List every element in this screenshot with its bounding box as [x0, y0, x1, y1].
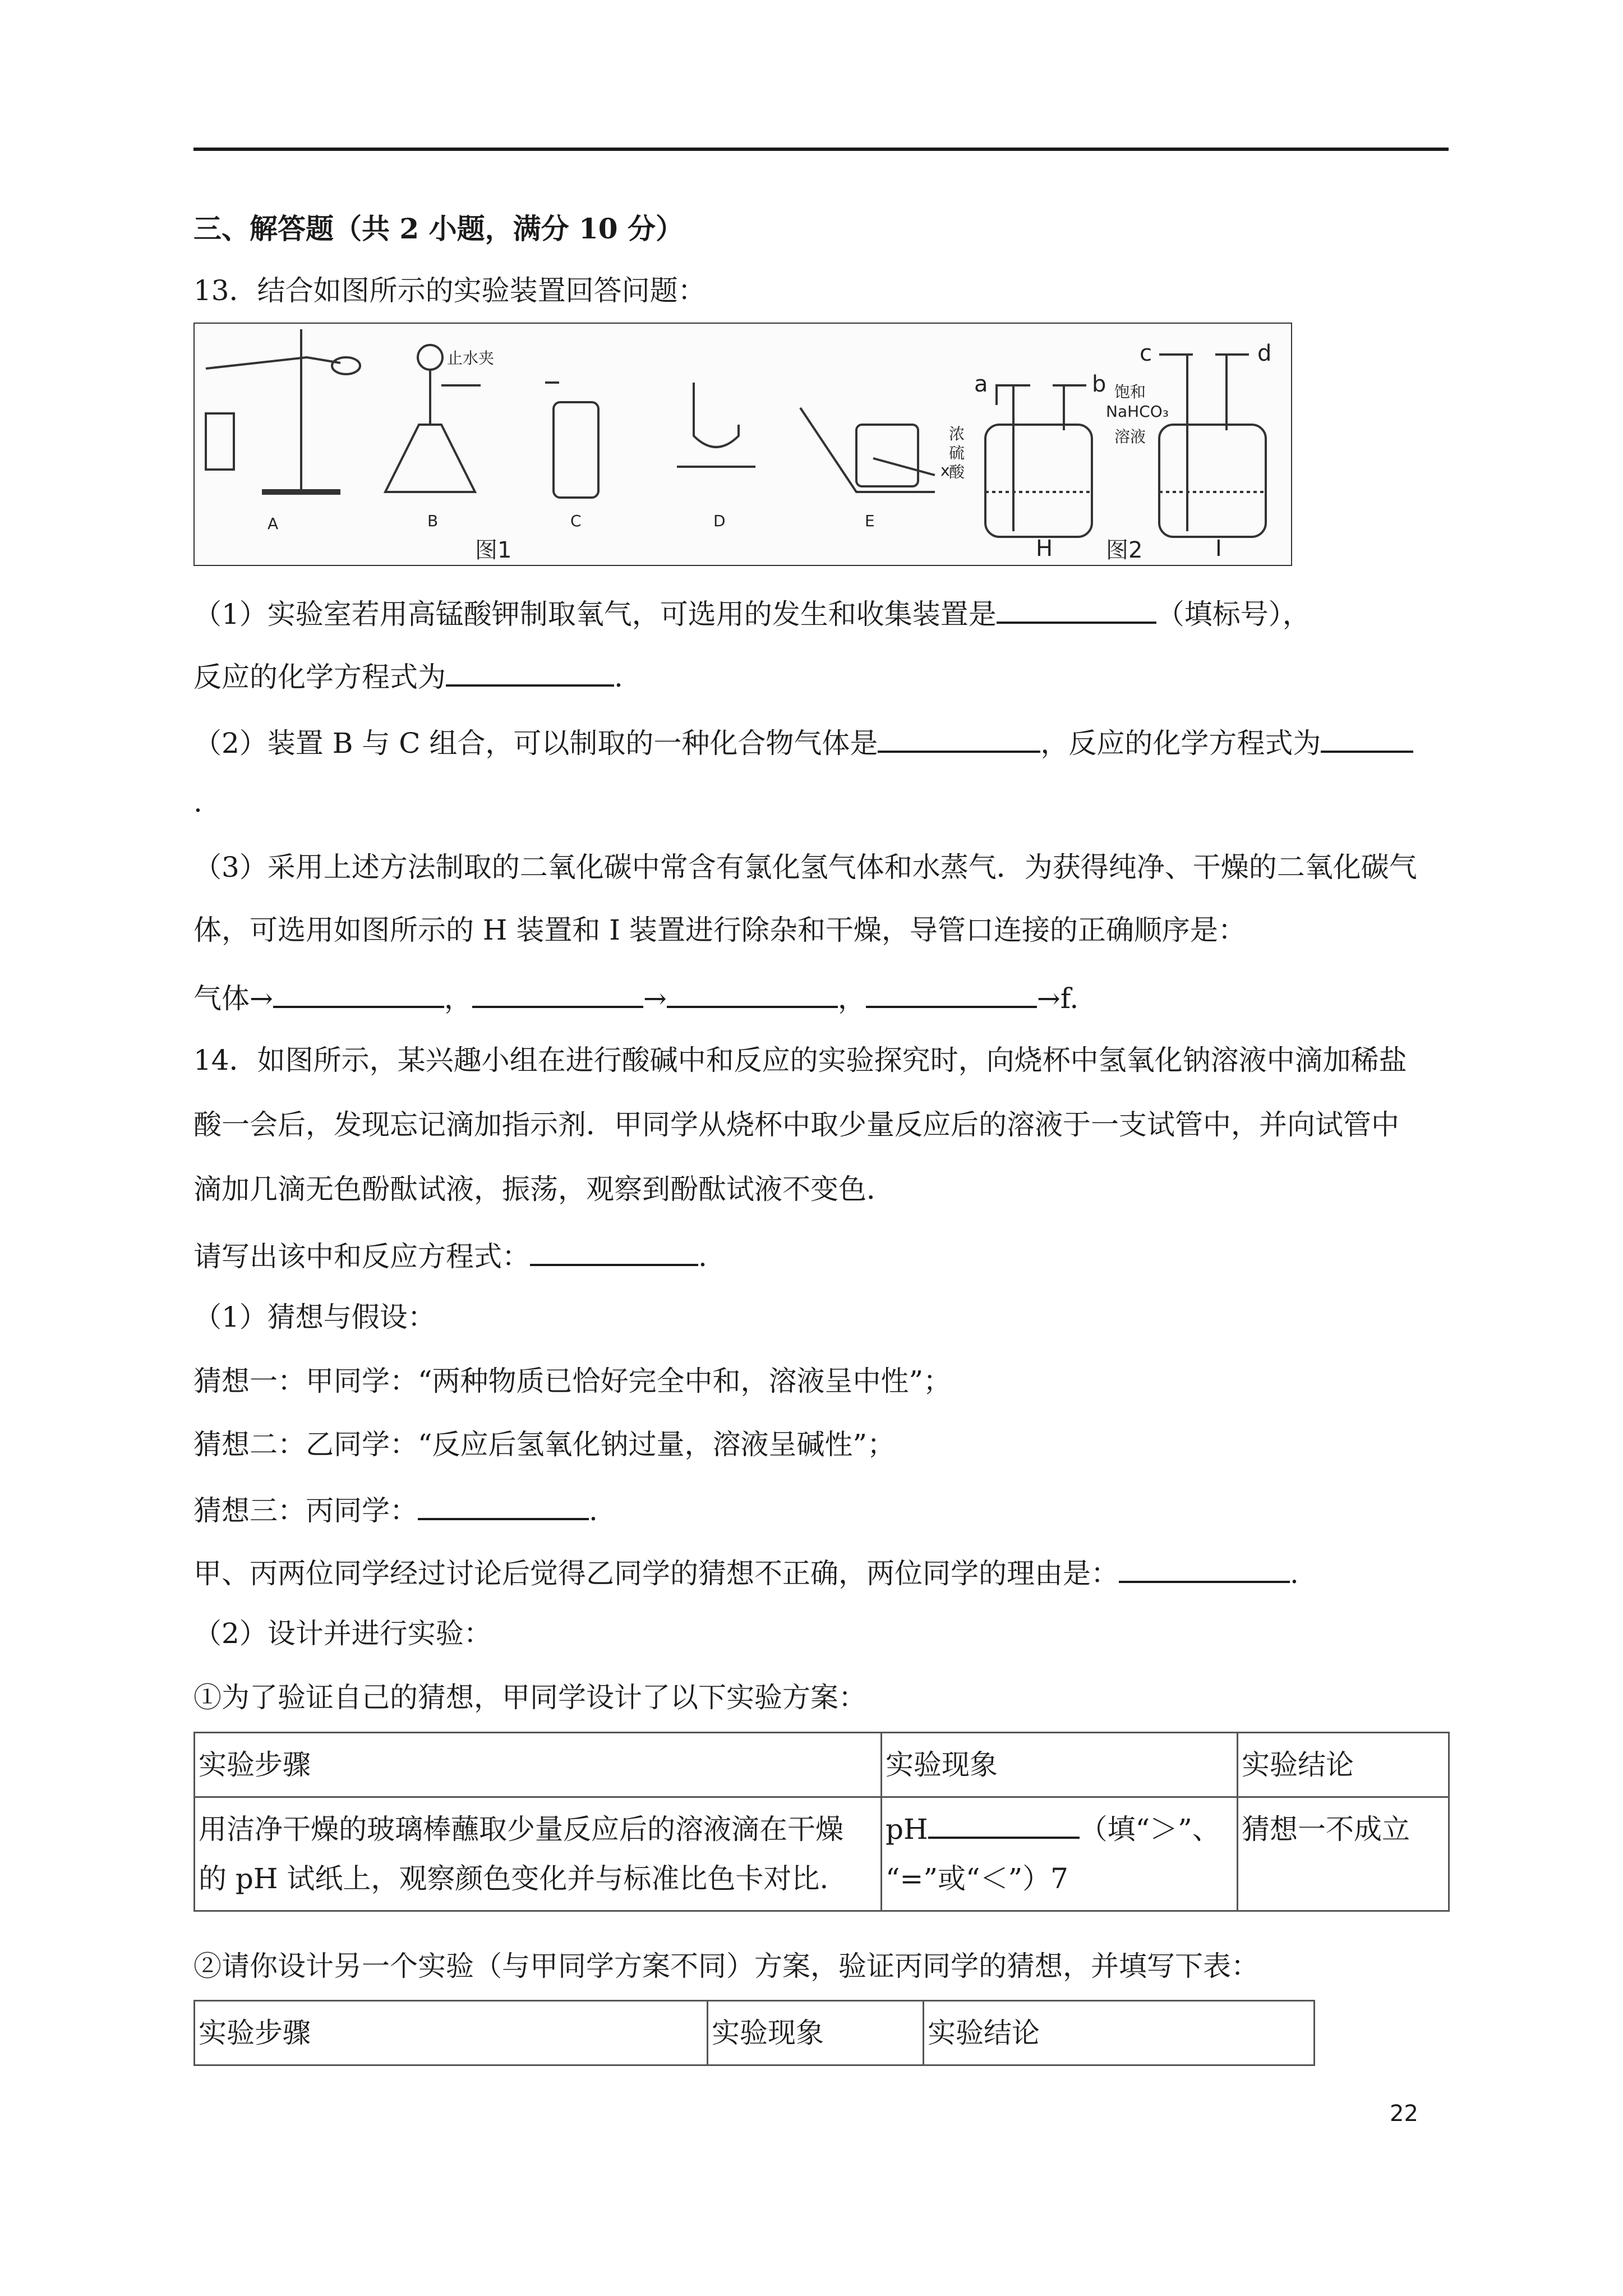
i-reagent-line1: 饱和 — [1114, 383, 1146, 401]
q14-guess2: 猜想二：乙同学：“反应后氢氧化钠过量，溶液呈碱性”； — [193, 1428, 896, 1461]
apparatus-figure — [193, 323, 1292, 566]
fig1-label: 图1 — [475, 537, 512, 563]
q13-p1-blank-device[interactable] — [997, 595, 1156, 624]
q14-guess-title: （1）猜想与假设： — [193, 1301, 436, 1333]
h-bottle — [985, 425, 1092, 537]
q13-p3-comma-1: ， — [444, 982, 472, 1015]
table1-phen-line2: “=”或“＜”）7 — [886, 1862, 1068, 1895]
q13-p3-blank-2[interactable] — [472, 979, 643, 1008]
q13-p2-text-a: （2）装置 B 与 C 组合，可以制取的一种化合物气体是 — [193, 727, 878, 760]
q14-reason-blank[interactable] — [1119, 1554, 1290, 1583]
q14-line1: 14．如图所示，某兴趣小组在进行酸碱中和反应的实验探究时，向烧杯中氢氧化钠溶液中滴加稀盐 — [193, 1044, 1407, 1076]
label-d: D — [713, 512, 726, 530]
table1-phenomenon-cell — [882, 1797, 1238, 1911]
e-x-label: x — [940, 461, 950, 480]
q14-equation-prompt — [193, 1237, 707, 1273]
label-h: H — [1036, 536, 1053, 562]
q13-p2-blank-equation[interactable] — [1321, 724, 1413, 753]
port-d: d — [1257, 341, 1272, 366]
table2-header-phenomenon: 实验现象 — [708, 2001, 924, 2065]
table1-row — [195, 1797, 1449, 1911]
label-i: I — [1215, 536, 1222, 562]
table1-header-step: 实验步骤 — [195, 1733, 882, 1797]
i-reagent-line3: 溶液 — [1114, 427, 1146, 446]
table2-header-conclusion: 实验结论 — [924, 2001, 1315, 2065]
table1-conclusion-cell: 猜想一不成立 — [1238, 1797, 1449, 1911]
q14-guess3-end: . — [589, 1494, 598, 1527]
d-inverted-funnel — [694, 383, 739, 447]
q13-p3-start: 气体→ — [193, 982, 273, 1015]
table2-header-step: 实验步骤 — [195, 2001, 708, 2065]
page-number: 22 — [1390, 2101, 1418, 2127]
q13-p3-blank-1[interactable] — [273, 979, 444, 1008]
i-bottle — [1159, 425, 1266, 537]
table1-header-conclusion: 实验结论 — [1238, 1733, 1449, 1797]
q13-part2-line1 — [193, 724, 1413, 760]
i-reagent-line2: NaHCO₃ — [1106, 402, 1169, 421]
fig2-label: 图2 — [1106, 537, 1143, 563]
label-b: B — [427, 512, 439, 530]
q14-reason-end: . — [1290, 1557, 1299, 1590]
c-bottle — [554, 402, 598, 498]
q13-p3-blank-4[interactable] — [866, 979, 1037, 1008]
q13-p1-end: . — [614, 661, 623, 693]
q14-reason — [193, 1554, 1299, 1590]
section-title: 三、解答题（共 2 小题，满分 10 分） — [193, 212, 684, 245]
e-x-line — [873, 458, 935, 475]
a-test-tube — [206, 357, 340, 369]
experiment-table-2 — [193, 2000, 1315, 2066]
q14-reason-text: 甲、丙两位同学经过讨论后觉得乙同学的猜想不正确，两位同学的理由是： — [193, 1557, 1119, 1590]
table1-step-line2: 的 pH 试纸上，观察颜色变化并与标准比色卡对比. — [199, 1862, 829, 1895]
a-lamp — [206, 413, 234, 470]
table1-ph-label: pH — [886, 1813, 928, 1846]
q14-line3: 滴加几滴无色酚酞试液，振荡，观察到酚酞试液不变色． — [193, 1173, 895, 1205]
q13-p1-text-c: 反应的化学方程式为 — [193, 661, 446, 693]
e-tubing — [800, 408, 935, 492]
table1-ph-blank[interactable] — [928, 1810, 1080, 1839]
q14-guess3-text: 猜想三：丙同学： — [193, 1494, 418, 1527]
q13-part1-line2 — [193, 657, 623, 694]
table1-header-row — [195, 1733, 1449, 1797]
h-reagent-label: 浓硫酸 — [949, 425, 965, 481]
table1-phen-b: （填“＞”、 — [1079, 1813, 1220, 1846]
table2-header-row — [195, 2001, 1315, 2065]
q13-part3-line3 — [193, 979, 1078, 1015]
q13-part3-line2: 体，可选用如图所示的 H 装置和 I 装置进行除杂和干燥，导管口连接的正确顺序是： — [193, 914, 1246, 946]
table1-step-cell — [195, 1797, 882, 1911]
label-a: A — [268, 514, 279, 533]
q13-part3-line1: （3）采用上述方法制取的二氧化碳中常含有氯化氢气体和水蒸气．为获得纯净、干燥的二氧化碳气 — [193, 851, 1417, 884]
q14-line2: 酸一会后，发现忘记滴加指示剂．甲同学从烧杯中取少量反应后的溶液于一支试管中，并向试管中 — [193, 1108, 1399, 1141]
q13-p1-text-b: （填标号）， — [1156, 598, 1311, 631]
label-e: E — [865, 512, 875, 530]
b-funnel — [418, 345, 442, 370]
q13-p2-text-b: ，反应的化学方程式为 — [1040, 727, 1321, 760]
q13-part2-end: . — [193, 786, 202, 818]
table1-phen-line1 — [886, 1805, 1233, 1854]
q13-p1-text-a: （1）实验室若用高锰酸钾制取氧气，可选用的发生和收集装置是 — [193, 598, 997, 631]
experiment-table-1 — [193, 1732, 1450, 1912]
header-rule — [193, 148, 1449, 151]
a-clamp — [332, 357, 360, 374]
q13-p3-end: →f. — [1036, 982, 1079, 1015]
port-b: b — [1092, 371, 1106, 397]
q14-guess1: 猜想一：甲同学：“两种物质已恰好完全中和，溶液呈中性”； — [193, 1365, 952, 1397]
q14-design-title: （2）设计并进行实验： — [193, 1617, 492, 1650]
table1-header-phenomenon: 实验现象 — [882, 1733, 1238, 1797]
q14-eq-text: 请写出该中和反应方程式： — [193, 1240, 530, 1273]
table1-step-line1: 用洁净干燥的玻璃棒蘸取少量反应后的溶液滴在干燥 — [199, 1813, 843, 1846]
q13-stem: 13．结合如图所示的实验装置回答问题： — [193, 274, 706, 307]
q13-p3-blank-3[interactable] — [667, 979, 838, 1008]
q14-eq-end: . — [698, 1240, 707, 1273]
label-c: C — [570, 512, 582, 530]
e-bottle — [856, 425, 918, 486]
q13-p2-blank-gas[interactable] — [878, 724, 1040, 753]
port-a: a — [974, 371, 988, 397]
port-c: c — [1140, 341, 1152, 366]
clamp-label: 止水夹 — [447, 349, 495, 367]
q14-guess3 — [193, 1491, 598, 1527]
q14-plan2-title: ②请你设计另一个实验（与甲同学方案不同）方案，验证丙同学的猜想，并填写下表： — [193, 1950, 1259, 1982]
q13-p1-blank-equation[interactable] — [446, 657, 614, 687]
b-flask — [385, 425, 475, 492]
q13-p3-arrow: → — [643, 982, 667, 1015]
q14-guess3-blank[interactable] — [418, 1491, 589, 1520]
q14-plan1-title: ①为了验证自己的猜想，甲同学设计了以下实验方案： — [193, 1681, 866, 1714]
q13-part1-line1 — [193, 595, 1311, 631]
q13-p3-comma-2: ， — [837, 982, 866, 1015]
q14-eq-blank[interactable] — [530, 1237, 698, 1266]
